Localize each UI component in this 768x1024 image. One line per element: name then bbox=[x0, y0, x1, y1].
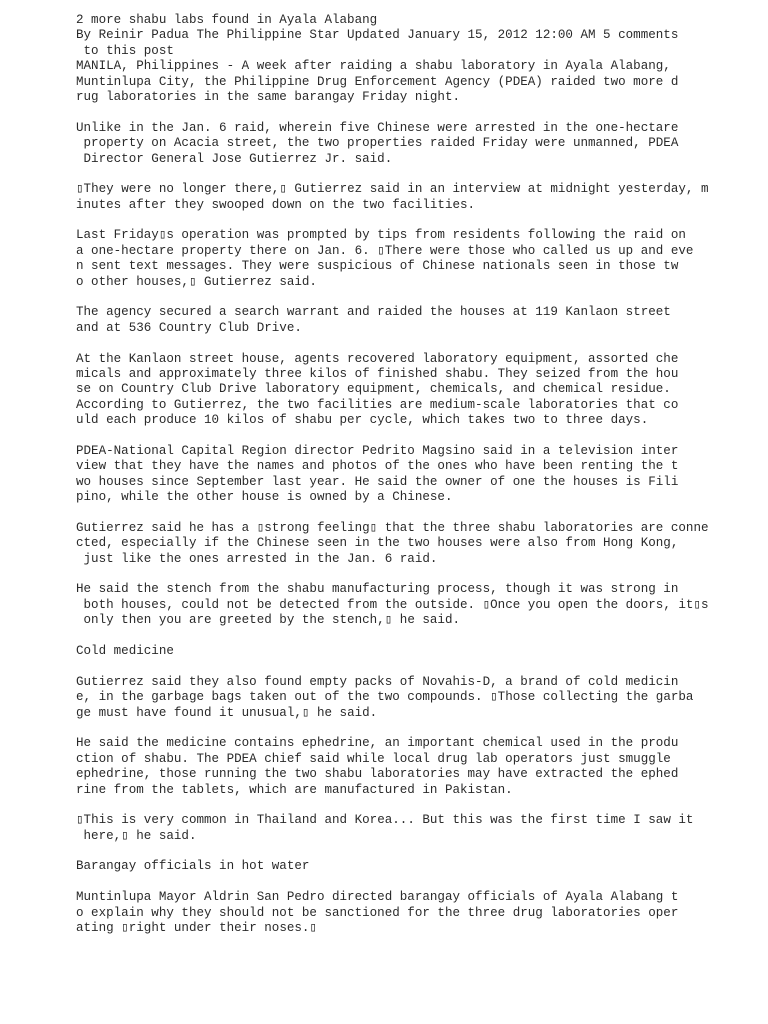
paragraph-gap bbox=[76, 336, 756, 351]
paragraph-gap bbox=[76, 798, 756, 813]
text-line: Last Friday▯s operation was prompted by tips from residents following the raid on bbox=[76, 228, 686, 243]
text-line: e, in the garbage bags taken out of the two compounds. ▯Those collecting the garba bbox=[76, 690, 694, 705]
text-line: only then you are greeted by the stench,▯ he said. bbox=[76, 613, 461, 628]
paragraph bbox=[76, 228, 756, 290]
text-line: According to Gutierrez, the two facilities are medium-scale laboratories that co bbox=[76, 397, 679, 412]
text-line: The agency secured a search warrant and raided the houses at 119 Kanlaon street bbox=[76, 305, 671, 320]
paragraph-gap bbox=[76, 213, 756, 228]
paragraph bbox=[76, 736, 756, 798]
paragraph-gap bbox=[76, 567, 756, 582]
paragraph bbox=[76, 813, 756, 844]
paragraph-gap bbox=[76, 875, 756, 890]
text-line: ction of shabu. The PDEA chief said while local drug lab operators just smuggle bbox=[76, 751, 671, 766]
paragraph-gap bbox=[76, 105, 756, 120]
text-line: ▯This is very common in Thailand and Korea... But this was the first time I saw it bbox=[76, 813, 694, 828]
text-line: o other houses,▯ Gutierrez said. bbox=[76, 274, 317, 289]
text-line: MANILA, Philippines - A week after raiding a shabu laboratory in Ayala Alabang, bbox=[76, 59, 671, 74]
text-line: Unlike in the Jan. 6 raid, wherein five Chinese were arrested in the one-hectare bbox=[76, 120, 679, 135]
text-line: just like the ones arrested in the Jan. 6 raid. bbox=[76, 551, 438, 566]
paragraph bbox=[76, 582, 756, 628]
text-line: inutes after they swooped down on the two facilities. bbox=[76, 197, 476, 212]
text-line: pino, while the other house is owned by a Chinese. bbox=[76, 490, 453, 505]
document-page bbox=[76, 13, 756, 936]
text-line: Barangay officials in hot water bbox=[76, 859, 310, 874]
paragraph bbox=[76, 444, 756, 506]
text-line: Muntinlupa Mayor Aldrin San Pedro directed barangay officials of Ayala Alabang t bbox=[76, 890, 679, 905]
text-line: o explain why they should not be sanctioned for the three drug laboratories oper bbox=[76, 905, 679, 920]
paragraph-gap bbox=[76, 721, 756, 736]
text-line: Muntinlupa City, the Philippine Drug Enforcement Agency (PDEA) raided two more d bbox=[76, 74, 679, 89]
text-line: Cold medicine bbox=[76, 644, 174, 659]
paragraph-gap bbox=[76, 290, 756, 305]
text-line: ▯They were no longer there,▯ Gutierrez said in an interview at midnight yesterday, m bbox=[76, 182, 709, 197]
paragraph-gap bbox=[76, 167, 756, 182]
text-line: view that they have the names and photos of the ones who have been renting the t bbox=[76, 459, 679, 474]
text-line: both houses, could not be detected from the outside. ▯Once you open the doors, it▯s bbox=[76, 597, 709, 612]
text-line: property on Acacia street, the two properties raided Friday were unmanned, PDEA bbox=[76, 136, 679, 151]
text-line: micals and approximately three kilos of finished shabu. They seized from the hou bbox=[76, 366, 679, 381]
text-line: rine from the tablets, which are manufactured in Pakistan. bbox=[76, 782, 513, 797]
text-line: cted, especially if the Chinese seen in the two houses were also from Hong Kong, bbox=[76, 536, 679, 551]
text-line: n sent text messages. They were suspicious of Chinese nationals seen in those tw bbox=[76, 259, 679, 274]
paragraph bbox=[76, 13, 756, 105]
paragraph-gap bbox=[76, 659, 756, 674]
text-line: Director General Jose Gutierrez Jr. said. bbox=[76, 151, 393, 166]
section-heading bbox=[76, 859, 756, 874]
text-line: a one-hectare property there on Jan. 6. ▯There were those who called us up and eve bbox=[76, 243, 694, 258]
text-line: uld each produce 10 kilos of shabu per cycle, which takes two to three days. bbox=[76, 413, 649, 428]
text-line: ge must have found it unusual,▯ he said. bbox=[76, 705, 378, 720]
paragraph bbox=[76, 182, 756, 213]
paragraph bbox=[76, 305, 756, 336]
paragraph bbox=[76, 352, 756, 429]
text-line: rug laboratories in the same barangay Friday night. bbox=[76, 89, 460, 104]
text-line: He said the stench from the shabu manufacturing process, though it was strong in bbox=[76, 582, 679, 597]
paragraph-gap bbox=[76, 629, 756, 644]
section-heading bbox=[76, 644, 756, 659]
text-line: PDEA-National Capital Region director Pedrito Magsino said in a television inter bbox=[76, 443, 679, 458]
text-line: By Reinir Padua The Philippine Star Updated January 15, 2012 12:00 AM 5 comments bbox=[76, 28, 679, 43]
paragraph-gap bbox=[76, 506, 756, 521]
paragraph-gap bbox=[76, 844, 756, 859]
paragraph bbox=[76, 521, 756, 567]
text-line: and at 536 Country Club Drive. bbox=[76, 320, 302, 335]
paragraph bbox=[76, 675, 756, 721]
paragraph bbox=[76, 890, 756, 936]
text-line: ephedrine, those running the two shabu laboratories may have extracted the ephed bbox=[76, 767, 679, 782]
text-line: wo houses since September last year. He said the owner of one the houses is Fili bbox=[76, 474, 679, 489]
text-line: to this post bbox=[76, 43, 174, 58]
text-line: He said the medicine contains ephedrine, an important chemical used in the produ bbox=[76, 736, 679, 751]
paragraph bbox=[76, 121, 756, 167]
text-line: here,▯ he said. bbox=[76, 828, 197, 843]
text-line: Gutierrez said they also found empty packs of Novahis-D, a brand of cold medicin bbox=[76, 674, 679, 689]
text-line: At the Kanlaon street house, agents recovered laboratory equipment, assorted che bbox=[76, 351, 679, 366]
text-line: se on Country Club Drive laboratory equipment, chemicals, and chemical residue. bbox=[76, 382, 671, 397]
text-line: Gutierrez said he has a ▯strong feeling▯ that the three shabu laboratories are conne bbox=[76, 520, 709, 535]
text-line: ating ▯right under their noses.▯ bbox=[76, 921, 317, 936]
text-line: 2 more shabu labs found in Ayala Alabang bbox=[76, 13, 378, 27]
paragraph-gap bbox=[76, 429, 756, 444]
